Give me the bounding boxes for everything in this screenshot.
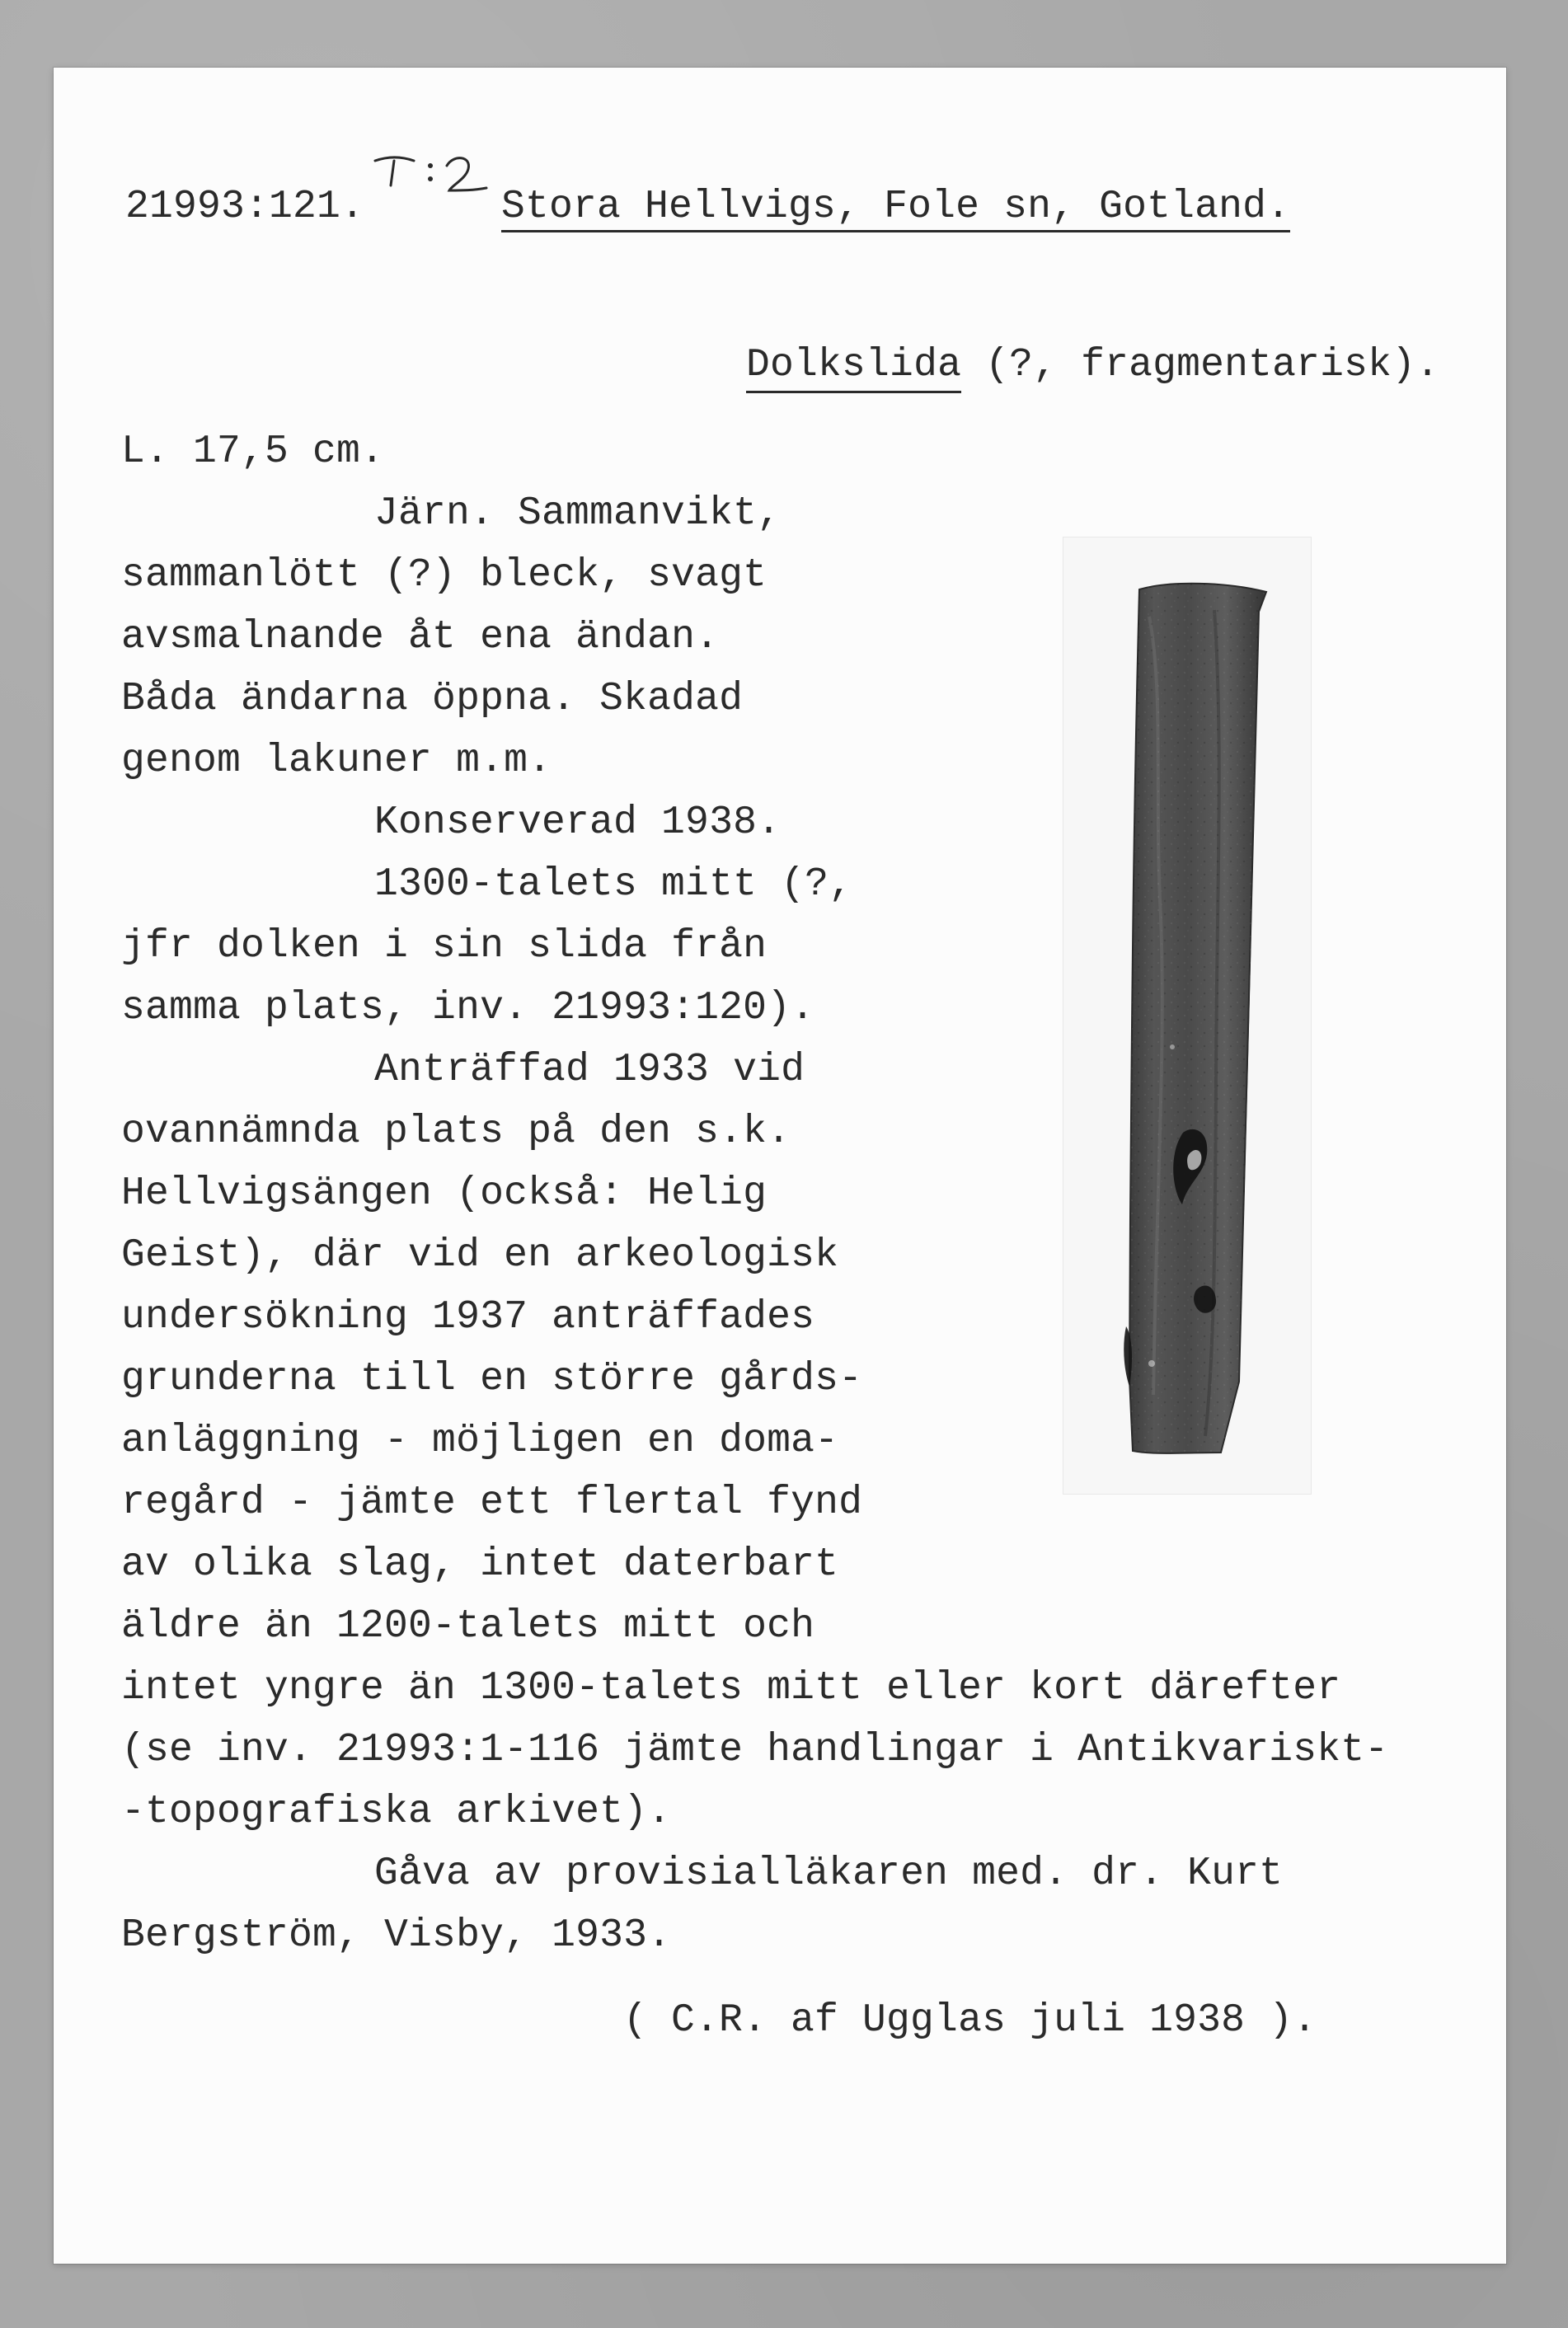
description-line-15: grunderna till en större gårds- <box>121 1357 863 1401</box>
artifact-image <box>1063 537 1311 1494</box>
handwritten-mark <box>371 146 499 204</box>
description-line-22: -topografiska arkivet). <box>121 1790 672 1834</box>
description-line-8: jfr dolken i sin slida från <box>121 924 768 969</box>
description-line-12: Hellvigsängen (också: Helig <box>121 1171 768 1216</box>
description-line-6: Konserverad 1938. <box>374 800 782 845</box>
description-line-20: intet yngre än 1300-talets mitt eller kort därefter <box>121 1666 1341 1711</box>
description-line-14: undersökning 1937 anträffades <box>121 1295 815 1340</box>
description-line-3: avsmalnande åt ena ändan. <box>121 615 720 659</box>
signature-line: ( C.R. af Ugglas juli 1938 ). <box>623 1998 1317 2043</box>
description-line-24: Bergström, Visby, 1933. <box>121 1913 672 1958</box>
description-line-4: Båda ändarna öppna. Skadad <box>121 677 744 721</box>
measurement: L. 17,5 cm. <box>121 429 385 474</box>
description-line-23: Gåva av provisialläkaren med. dr. Kurt <box>374 1852 1284 1896</box>
description-line-10: Anträffad 1933 vid <box>374 1048 805 1092</box>
description-line-7: 1300-talets mitt (?, <box>374 862 853 907</box>
artifact-photo <box>1063 537 1311 1494</box>
description-line-19: äldre än 1200-talets mitt och <box>121 1604 815 1649</box>
description-line-5: genom lakuner m.m. <box>121 739 552 783</box>
description-line-16: anläggning - möjligen en doma- <box>121 1419 839 1463</box>
description-line-9: samma plats, inv. 21993:120). <box>121 986 815 1030</box>
object-title: Dolkslida <box>746 343 961 393</box>
site-title: Stora Hellvigs, Fole sn, Gotland. <box>501 187 1290 232</box>
catalog-card <box>54 68 1506 2264</box>
object-title-line <box>650 306 1439 425</box>
description-line-17: regård - jämte ett flertal fynd <box>121 1481 863 1525</box>
description-line-2: sammanlött (?) bleck, svagt <box>121 553 768 598</box>
object-title-note: (?, fragmentarisk). <box>961 343 1440 387</box>
catalog-number: 21993:121. <box>125 185 365 229</box>
description-line-1: Järn. Sammanvikt, <box>374 491 782 536</box>
description-line-21: (se inv. 21993:1-116 jämte handlingar i Antikvariskt- <box>121 1728 1389 1772</box>
description-line-18: av olika slag, intet daterbart <box>121 1542 839 1587</box>
description-line-13: Geist), där vid en arkeologisk <box>121 1233 839 1278</box>
description-line-11: ovannämnda plats på den s.k. <box>121 1110 791 1154</box>
